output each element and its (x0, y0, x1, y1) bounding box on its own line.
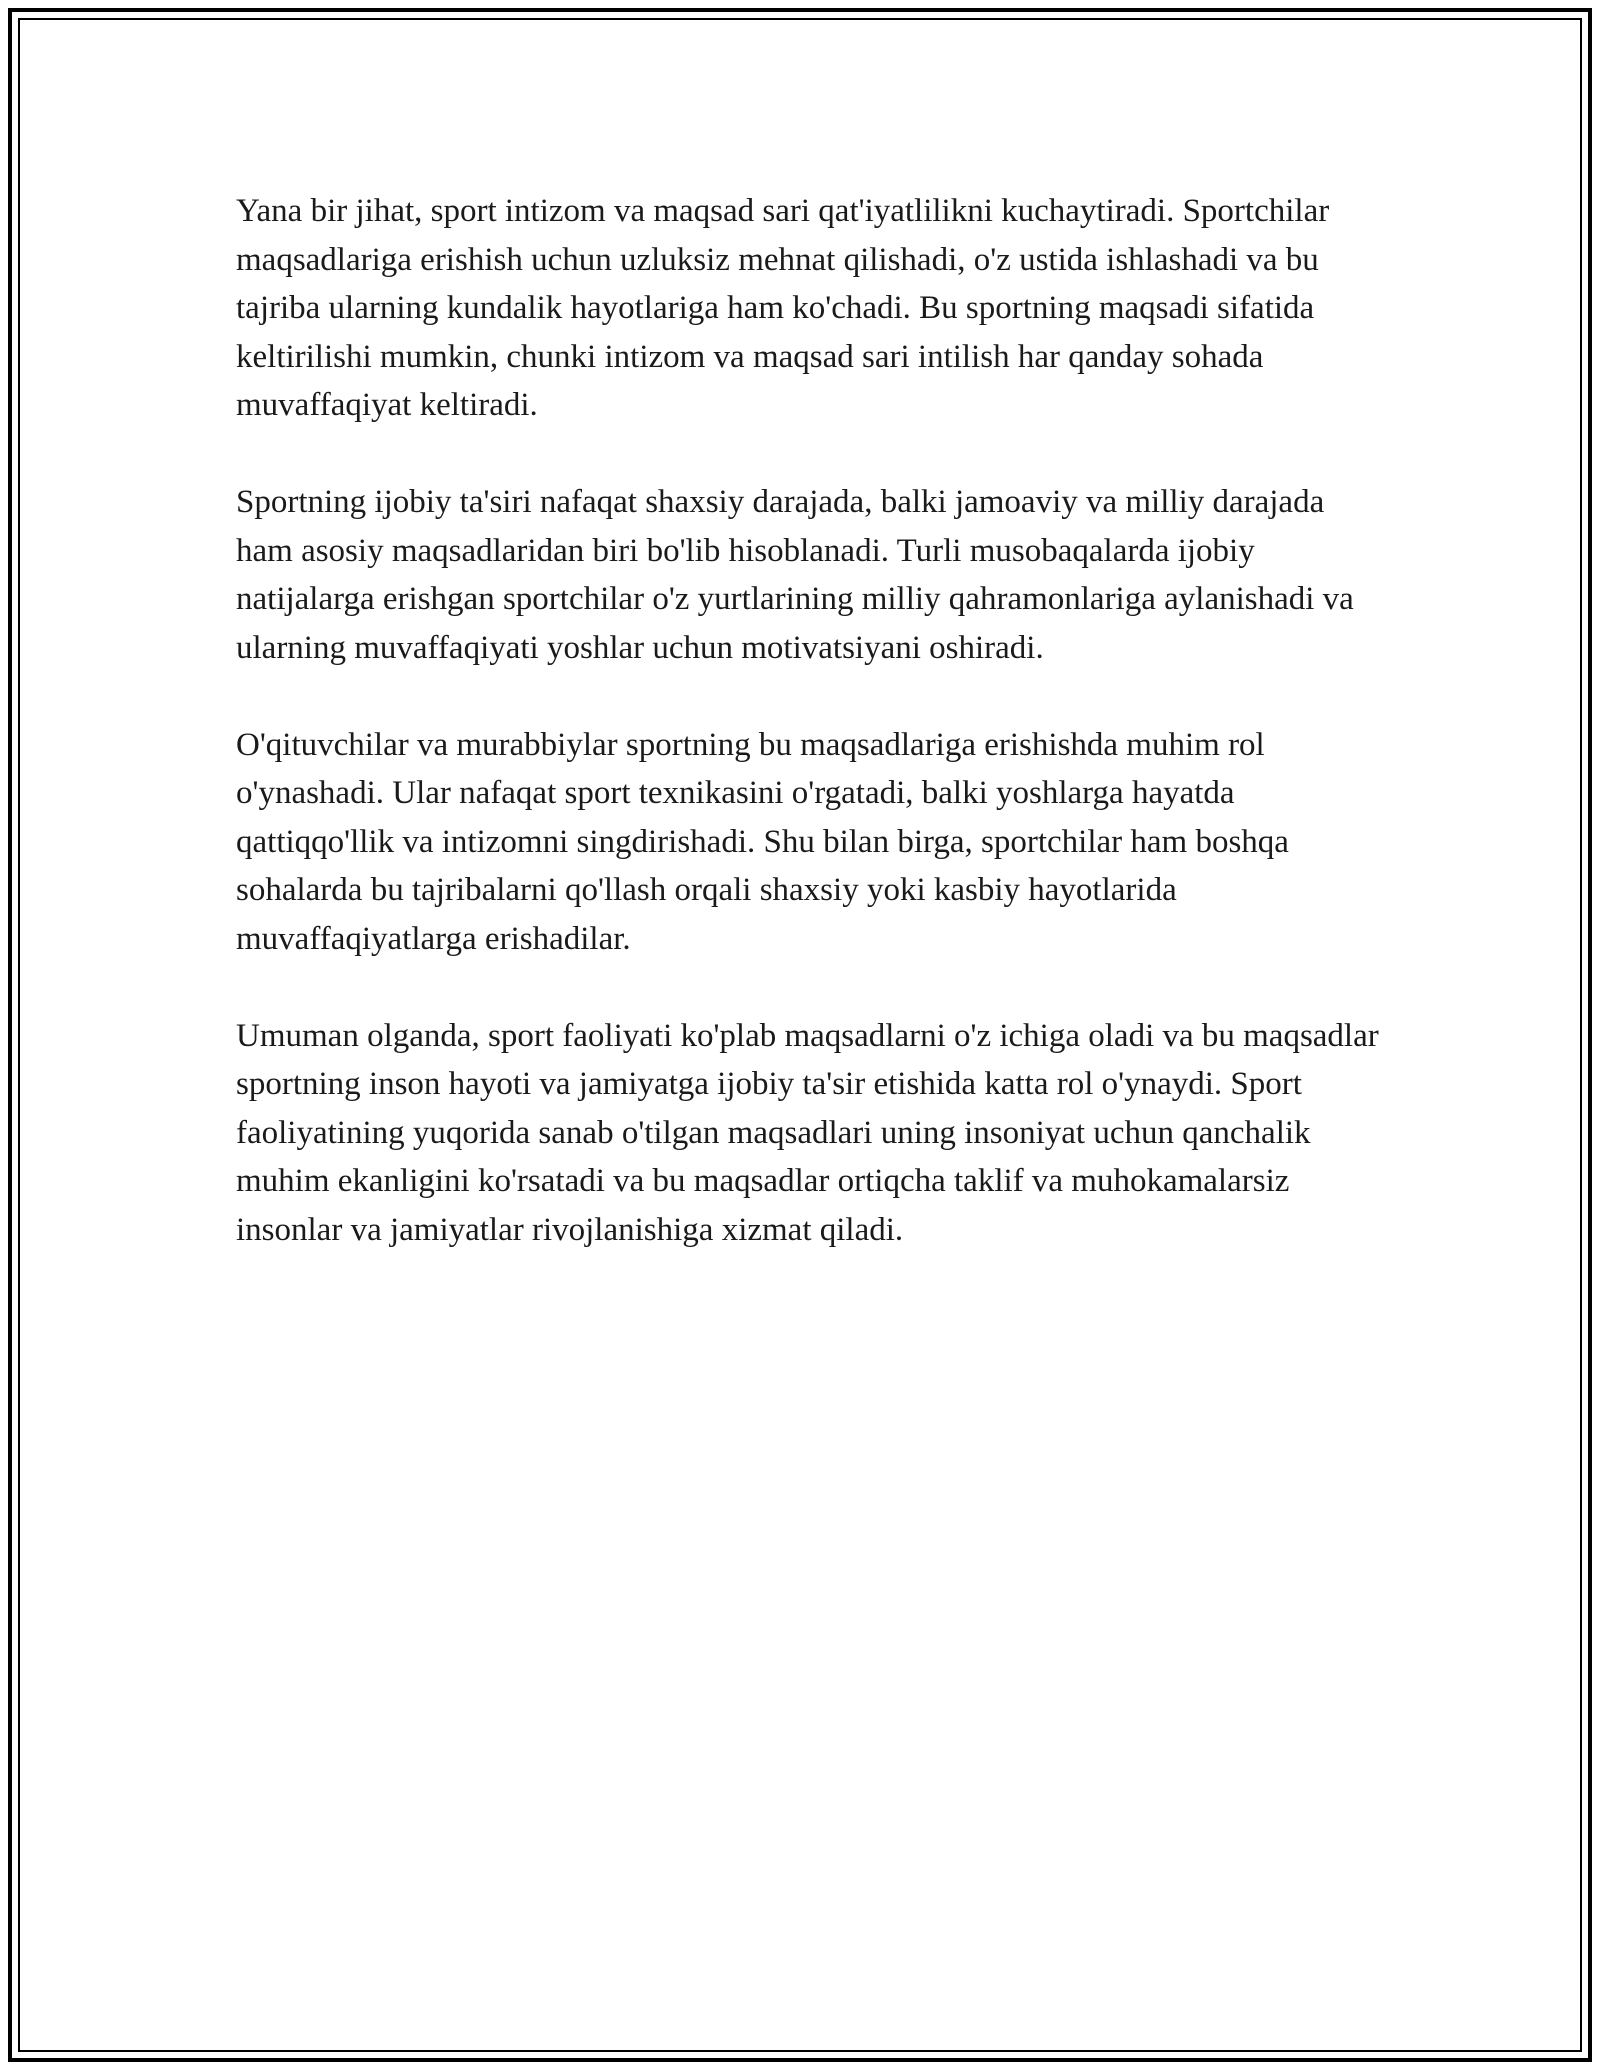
paragraph: Umuman olganda, sport faoliyati ko'plab maqsadlarni o'z ichiga oladi va bu maqsadlar sportning inson hayoti va jamiyatga ijobiy ta'sir etishida katta rol o'ynaydi. Sport faoliyatining yuqorida sanab o'tilgan maqsadlari uning insoniyat uchun qanchalik muhim ekanligini ko'rsatadi va bu maqsadlar ortiqcha taklif va muhokamalarsiz insonlar va jamiyatlar rivojlanishiga xizmat qiladi. (236, 1017, 1379, 1248)
paragraph: O'qituvchilar va murabbiylar sportning bu maqsadlariga erishishda muhim rol o'ynashadi. Ular nafaqat sport texnikasini o'rgatadi, balki yoshlarga hayatda qattiqqo'llik va intizomni singdirishadi. Shu bilan birga, sportchilar ham boshqa sohalarda bu tajribalarni qo'llash orqali shaxsiy yoki kasbiy hayotlarida muvaffaqiyatlarga erishadilar. (236, 726, 1289, 957)
paragraph: Yana bir jihat, sport intizom va maqsad sari qat'iyatlilikni kuchaytiradi. Sportchilar maqsadlariga erishish uchun uzluksiz mehnat qilishadi, o'z ustida ishlashadi va bu tajriba ularning kundalik hayotlariga ham ko'chadi. Bu sportning maqsadi sifatida keltirilishi mumkin, chunki intizom va maqsad sari intilish har qanday sohada muvaffaqiyat keltiradi. (236, 193, 1330, 423)
paragraph: Sportning ijobiy ta'siri nafaqat shaxsiy darajada, balki jamoaviy va milliy darajada ham asosiy maqsadlaridan biri bo'lib hisoblanadi. Turli musobaqalarda ijobiy natijalarga erishgan sportchilar o'z yurtlarining milliy qahramonlariga aylanishadi va ularning muvaffaqiyati yoshlar uchun motivatsiyani oshiradi. (236, 484, 1354, 666)
document-body (236, 187, 1386, 1254)
